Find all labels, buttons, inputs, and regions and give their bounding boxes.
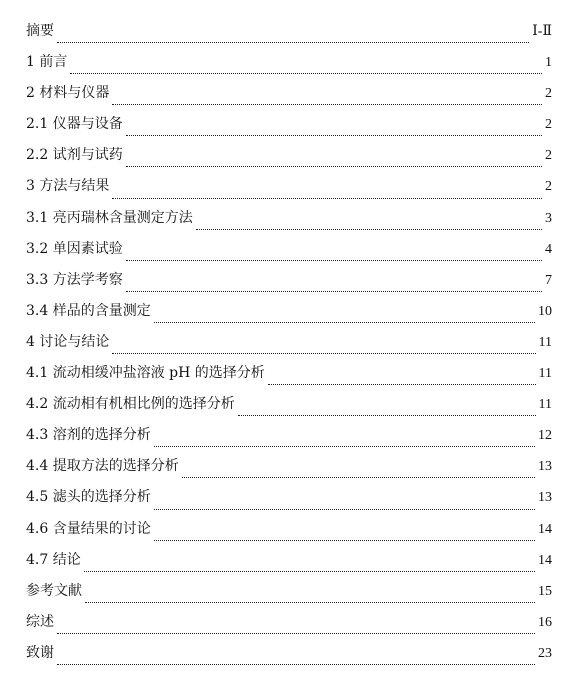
toc-dot-leader — [126, 259, 542, 261]
toc-entry-4-1[interactable] — [26, 358, 552, 389]
toc-entry-title: 2.1 仪器与设备 — [26, 116, 123, 133]
toc-dot-leader — [126, 134, 542, 136]
toc-entry-page: 15 — [538, 583, 552, 599]
toc-entry-references[interactable] — [26, 576, 552, 607]
toc-entry-page: 11 — [538, 366, 552, 382]
toc-entry-page: 10 — [538, 303, 552, 319]
toc-entry-page: 14 — [538, 552, 552, 568]
toc-dot-leader — [57, 632, 535, 634]
toc-dot-leader — [85, 601, 535, 603]
toc-entry-title: 3.1 亮丙瑞林含量测定方法 — [26, 209, 193, 226]
toc-dot-leader — [57, 663, 535, 665]
toc-entry-title: 参考文献 — [26, 582, 82, 599]
toc-entry-page: 2 — [545, 179, 552, 195]
toc-dot-leader — [70, 72, 542, 74]
toc-entry-3-3[interactable] — [26, 265, 552, 296]
toc-dot-leader — [57, 41, 529, 43]
toc-entry-2-2[interactable] — [26, 140, 552, 171]
toc-entry-title: 2 材料与仪器 — [26, 85, 110, 102]
toc-dot-leader — [126, 290, 542, 292]
toc-dot-leader — [154, 445, 535, 447]
toc-entry-page: 11 — [538, 397, 552, 413]
toc-entry-page: 2 — [545, 117, 552, 133]
toc-entry-title: 4 讨论与结论 — [26, 333, 110, 350]
toc-entry-title: 综述 — [26, 613, 54, 630]
toc-entry-page: 3 — [545, 210, 552, 226]
toc-entry-4-7[interactable] — [26, 545, 552, 576]
toc-entry-4-3[interactable] — [26, 420, 552, 451]
toc-entry-4-2[interactable] — [26, 389, 552, 420]
toc-entry-page: 2 — [545, 86, 552, 102]
toc-entry-page: 13 — [538, 490, 552, 506]
toc-dot-leader — [154, 508, 535, 510]
toc-entry-title: 摘要 — [26, 23, 54, 39]
toc-entry-page: 4 — [545, 241, 552, 257]
toc-entry-page: 11 — [538, 334, 552, 350]
toc-entry-title: 3.3 方法学考察 — [26, 271, 123, 288]
toc-entry-title: 4.5 滤头的选择分析 — [26, 489, 151, 506]
toc-entry-1[interactable] — [26, 47, 552, 78]
toc-entry-4-6[interactable] — [26, 514, 552, 545]
toc-dot-leader — [84, 570, 535, 572]
toc-entry-title: 3 方法与结果 — [26, 178, 110, 195]
toc-entry-3[interactable] — [26, 171, 552, 202]
toc-entry-2[interactable] — [26, 78, 552, 109]
toc-entry-title: 3.2 单因素试验 — [26, 240, 123, 257]
toc-entry-page: 1 — [545, 55, 552, 71]
toc-dot-leader — [154, 321, 535, 323]
toc-entry-4-4[interactable] — [26, 451, 552, 482]
toc-dot-leader — [112, 103, 542, 105]
toc-entry-4[interactable] — [26, 327, 552, 358]
toc-dot-leader — [154, 539, 535, 541]
toc-dot-leader — [196, 228, 542, 230]
toc-entry-4-5[interactable] — [26, 482, 552, 513]
toc-dot-leader — [238, 414, 536, 416]
toc-dot-leader — [126, 165, 542, 167]
toc-dot-leader — [268, 383, 536, 385]
toc-dot-leader — [112, 352, 535, 354]
toc-entry-title: 4.7 结论 — [26, 551, 81, 568]
toc-entry-page: 7 — [545, 272, 552, 288]
toc-entry-page: 2 — [545, 148, 552, 164]
toc-entry-title: 1 前言 — [26, 54, 68, 71]
toc-entry-title: 4.4 提取方法的选择分析 — [26, 458, 179, 475]
toc-entry-2-1[interactable] — [26, 109, 552, 140]
toc-entry-page: 13 — [538, 459, 552, 475]
table-of-contents — [26, 16, 552, 669]
toc-entry-review[interactable] — [26, 607, 552, 638]
toc-entry-3-2[interactable] — [26, 234, 552, 265]
toc-entry-page: 14 — [538, 521, 552, 537]
toc-entry-title: 4.1 流动相缓冲盐溶液 pH 的选择分析 — [26, 365, 265, 382]
toc-dot-leader — [112, 197, 542, 199]
toc-entry-title: 3.4 样品的含量测定 — [26, 302, 151, 319]
toc-entry-title: 4.2 流动相有机相比例的选择分析 — [26, 396, 235, 413]
toc-entry-title: 2.2 试剂与试药 — [26, 147, 123, 164]
toc-entry-page: Ⅰ-Ⅱ — [532, 24, 552, 39]
toc-entry-3-4[interactable] — [26, 296, 552, 327]
toc-entry-page: 12 — [538, 428, 552, 444]
toc-entry-abstract[interactable] — [26, 16, 552, 47]
toc-entry-page: 16 — [538, 614, 552, 630]
toc-dot-leader — [182, 476, 535, 478]
toc-entry-acknowledgements[interactable] — [26, 638, 552, 669]
toc-entry-page: 23 — [538, 645, 552, 661]
toc-entry-3-1[interactable] — [26, 203, 552, 234]
toc-entry-title: 4.6 含量结果的讨论 — [26, 520, 151, 537]
toc-entry-title: 致谢 — [26, 644, 54, 661]
toc-entry-title: 4.3 溶剂的选择分析 — [26, 427, 151, 444]
